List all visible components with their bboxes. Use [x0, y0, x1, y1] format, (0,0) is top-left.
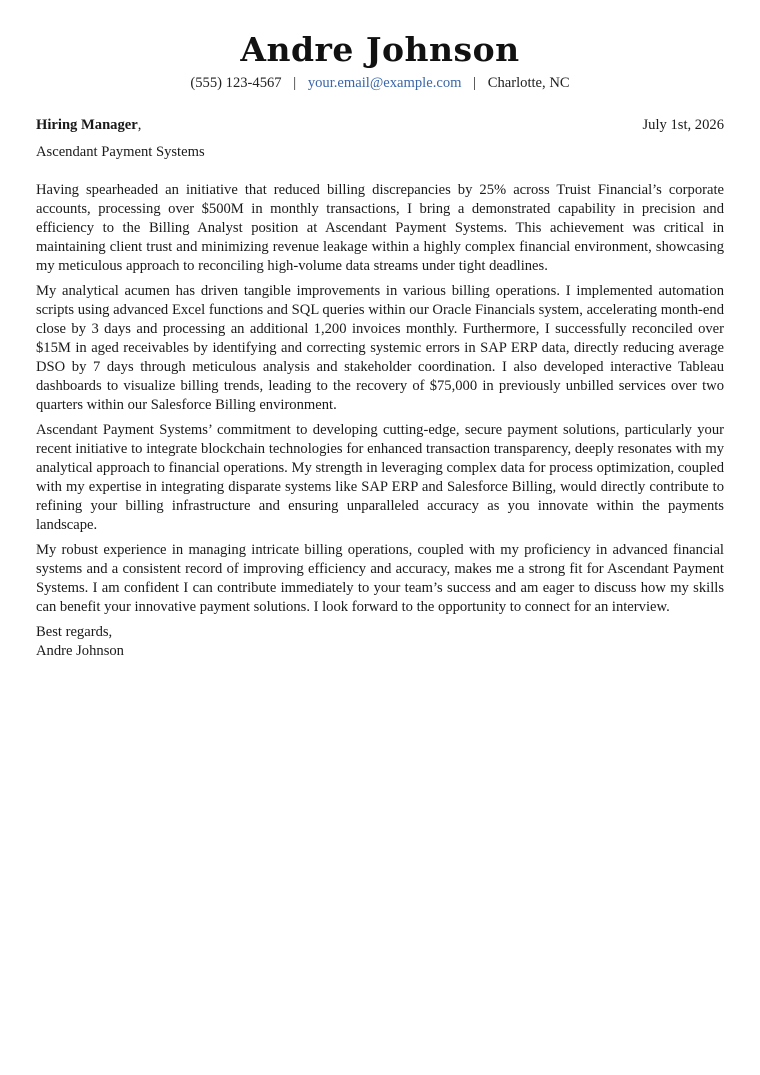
recipient-name: Hiring Manager — [36, 117, 138, 133]
phone-number: (555) 123-4567 — [190, 75, 282, 91]
recipient-punctuation: , — [137, 117, 142, 133]
applicant-name: Andre Johnson — [240, 30, 520, 69]
closing-block — [36, 623, 724, 661]
signature-name: Andre Johnson — [36, 643, 124, 659]
contact-line — [36, 73, 724, 93]
company-name: Ascendant Payment Systems — [36, 144, 205, 160]
recipient-date-row — [36, 115, 724, 135]
letter-date: July 1st, 2026 — [642, 117, 724, 133]
body-paragraph: Ascendant Payment Systems’ commitment to developing cutting-edge, secure payment solutions, particularly your recent initiative to integrate blockchain technologies for enhanced transaction transparency, deeply resonates with my analytical approach to financial operations. My strength in leveraging complex data for process optimization, coupled with my expertise in integrating disparate systems like SAP ERP and Salesforce Billing, would directly contribute to refining your billing infrastructure and ensuring unparalleled accuracy as you innovate within the payments landscape. — [36, 422, 724, 533]
cover-letter-page — [36, 0, 724, 661]
location: Charlotte, NC — [487, 75, 570, 91]
contact-separator: | — [473, 75, 477, 91]
contact-separator: | — [293, 75, 297, 91]
email-link[interactable]: your.email@example.com — [307, 75, 462, 91]
letter-body — [36, 181, 724, 617]
body-paragraph: My analytical acumen has driven tangible improvements in various billing operations. I implemented automation scripts using advanced Excel functions and SQL queries within our Oracle Financials system, accelerating month-end close by 3 days and processing an additional 1,200 invoices monthly. Furthermore, I successfully reconciled over $15M in aged receivables by identifying and correcting systemic errors in SAP ERP data, directly reducing average DSO by 7 days through meticulous analysis and stakeholder coordination. I also developed interactive Tableau dashboards to visualize billing trends, leading to the recovery of $75,000 in previously unbilled services over two quarters within our Salesforce Billing environment. — [36, 283, 724, 413]
recipient — [36, 115, 141, 135]
body-paragraph: Having spearheaded an initiative that reduced billing discrepancies by 25% across Truist Financial’s corporate accounts, processing over $500M in monthly transactions, I bring a demonstrated capability in precision and efficiency to the Billing Analyst position at Ascendant Payment Systems. This achievement was critical in maintaining client trust and minimizing revenue leakage within a highly complex financial environment, showcasing my meticulous approach to reconciling high-volume data streams under tight deadlines. — [36, 182, 724, 274]
body-paragraph: My robust experience in managing intricate billing operations, coupled with my proficiency in advanced financial systems and a consistent record of improving efficiency and accuracy, makes me a strong fit for Ascendant Payment Systems. I am confident I can contribute immediately to your team’s success and am eager to discuss how my skills can benefit your innovative payment solutions. I look forward to the opportunity to connect for an interview. — [36, 542, 724, 615]
closing-salutation: Best regards, — [36, 624, 113, 640]
